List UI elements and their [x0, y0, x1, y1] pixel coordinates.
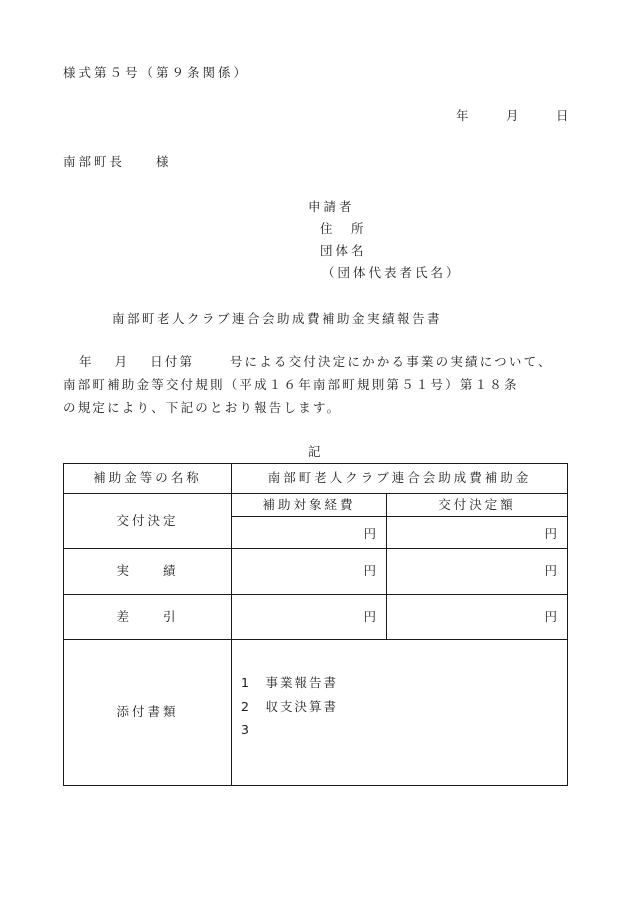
table-row: [64, 595, 568, 640]
attachment-item: 1 事業報告書: [241, 675, 338, 691]
body-line-2: 南部町補助金等交付規則（平成１６年南部町規則第５１号）第１８条: [63, 377, 519, 392]
date-year-label: 年: [456, 108, 472, 123]
representative-label: （団体代表者氏名）: [322, 265, 462, 280]
address-label: 住 所: [320, 221, 367, 236]
applicant-label: 申請者: [308, 199, 355, 214]
body-line-3: の規定により、下記のとおり報告します。: [63, 400, 342, 415]
table-row: [64, 549, 568, 595]
date-day-label: 日: [556, 108, 572, 123]
name-label: 補助金等の名称: [64, 464, 232, 494]
col-header-amount: 交付決定額: [387, 494, 568, 517]
body-line-1: 年 月 日付第 号による交付決定にかかる事業の実績について、: [79, 354, 553, 369]
report-table: [63, 463, 568, 786]
diff-expense-cell: 円: [232, 595, 387, 640]
attachments-list: [232, 640, 568, 786]
result-label: 実 績: [64, 549, 232, 595]
attachment-item: 2 収支決算書: [241, 698, 338, 714]
addressee: 南部町長 様: [63, 154, 172, 169]
date-month-label: 月: [506, 108, 522, 123]
ki-heading: 記: [308, 444, 324, 459]
table-row: [64, 494, 568, 517]
organization-label: 団体名: [320, 243, 367, 258]
table-row: [64, 464, 568, 494]
decision-expense-cell: 円: [232, 517, 387, 549]
decision-amount-cell: 円: [387, 517, 568, 549]
name-value: 南部町老人クラブ連合会助成費補助金: [232, 464, 568, 494]
col-header-expense: 補助対象経費: [232, 494, 387, 517]
table-row: [64, 640, 568, 786]
diff-amount-cell: 円: [387, 595, 568, 640]
decision-label: 交付決定: [64, 494, 232, 549]
result-amount-cell: 円: [387, 549, 568, 595]
result-expense-cell: 円: [232, 549, 387, 595]
attachments-label: 添付書類: [64, 640, 232, 786]
attachment-item: 3: [241, 722, 251, 738]
form-number: 様式第５号（第９条関係）: [63, 65, 250, 80]
diff-label: 差 引: [64, 595, 232, 640]
document-title: 南部町老人クラブ連合会助成費補助金実績報告書: [112, 311, 443, 326]
